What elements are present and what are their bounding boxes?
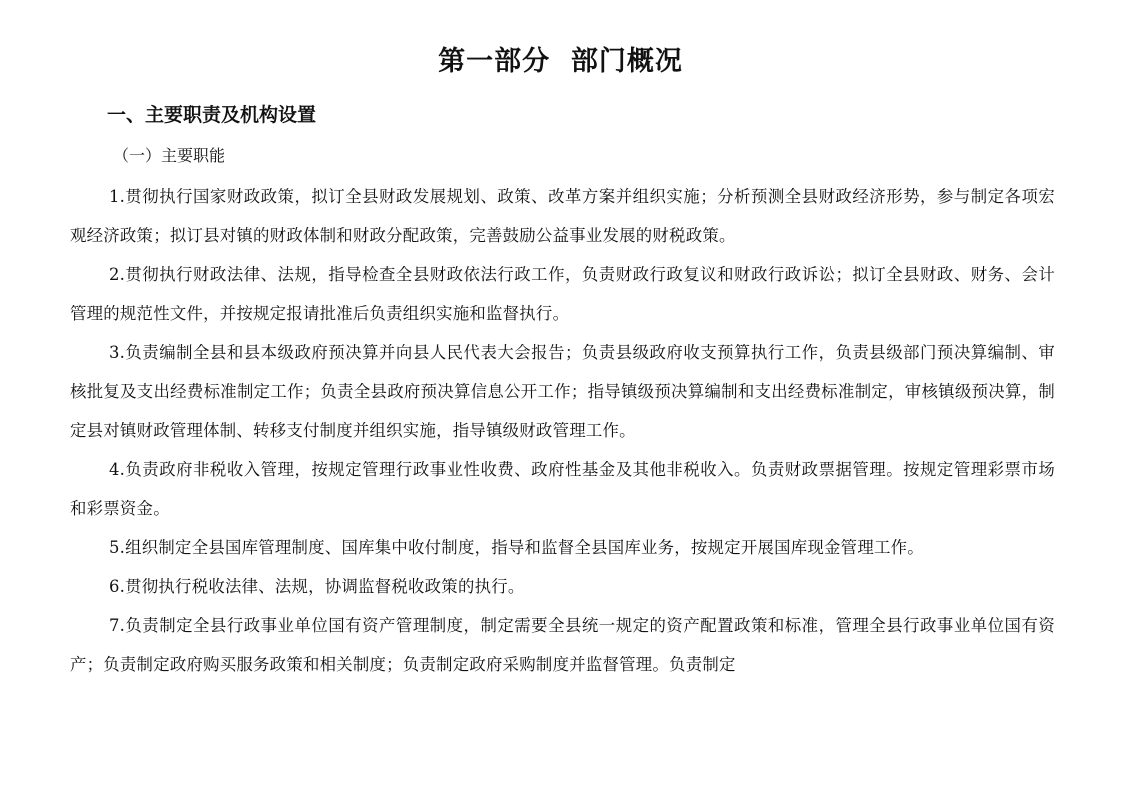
- section-heading: 一、主要职责及机构设置: [107, 104, 317, 126]
- paragraph-6: 6.贯彻执行税收法律、法规，协调监督税收政策的执行。: [109, 577, 525, 596]
- paragraph-1: 1.贯彻执行国家财政政策，拟订全县财政发展规划、政策、改革方案并组织实施；分析预测全县财政经济形势，参与制定各项宏观经济政策；拟订县对镇的财政体制和财政分配政策，完善鼓励公益事业发展的财税政策。: [70, 187, 1055, 245]
- paragraph-4: 4.负责政府非税收入管理，按规定管理行政事业性收费、政府性基金及其他非税收入。负责财政票据管理。按规定管理彩票市场和彩票资金。: [70, 460, 1055, 518]
- document-body: [70, 177, 1055, 684]
- paragraph-2: 2.贯彻执行财政法律、法规，指导检查全县财政依法行政工作，负责财政行政复议和财政行政诉讼；拟订全县财政、财务、会计管理的规范性文件，并按规定报请批准后负责组织实施和监督执行。: [70, 265, 1055, 323]
- subsection-heading: （一）主要职能: [113, 146, 226, 165]
- paragraph-7: 7.负责制定全县行政事业单位国有资产管理制度，制定需要全县统一规定的资产配置政策和标准，管理全县行政事业单位国有资产；负责制定政府购买服务政策和相关制度；负责制定政府采购制度并监督管理。负责制定: [70, 616, 1055, 674]
- paragraph-3: 3.负责编制全县和县本级政府预决算并向县人民代表大会报告；负责县级政府收支预算执行工作，负责县级部门预决算编制、审核批复及支出经费标准制定工作；负责全县政府预决算信息公开工作；指导镇级预决算编制和支出经费标准制定，审核镇级预决算，制定县对镇财政管理体制、转移支付制度并组织实施，指导镇级财政管理工作。: [70, 343, 1055, 440]
- paragraph-5: 5.组织制定全县国库管理制度、国库集中收付制度，指导和监督全县国库业务，按规定开展国库现金管理工作。: [109, 538, 924, 557]
- page-title: 第一部分 部门概况: [438, 46, 683, 77]
